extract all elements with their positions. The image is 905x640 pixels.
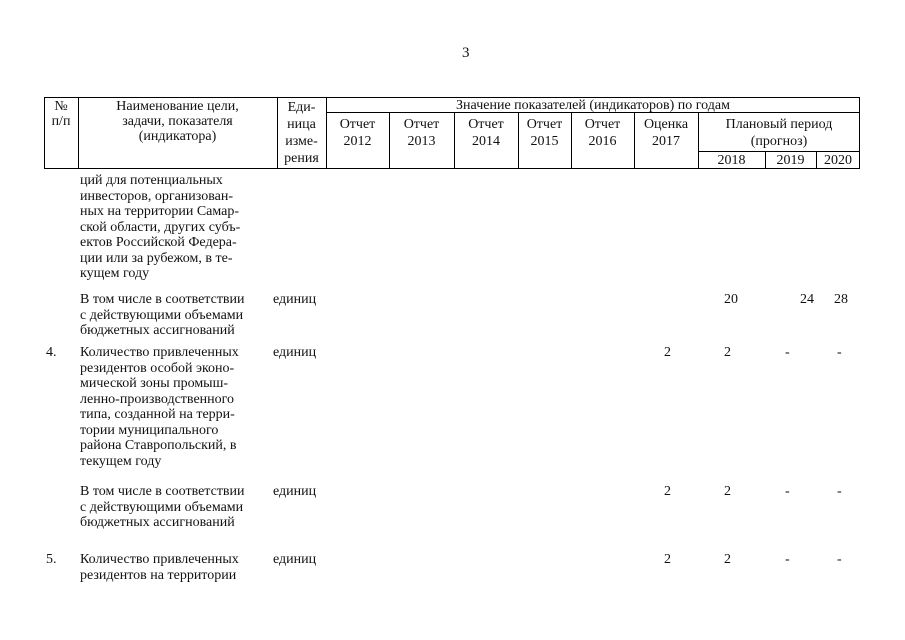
row-value-2020: - bbox=[837, 552, 842, 567]
row-value-2020: - bbox=[837, 484, 842, 499]
header-unit-line: рения bbox=[284, 151, 319, 166]
row-text-line: ской области, других субъ- bbox=[80, 219, 241, 235]
row-text-line: с действующими объемами bbox=[80, 307, 244, 323]
row-text-line: В том числе в соответствии bbox=[80, 292, 245, 307]
header-plan-line: (прогноз) bbox=[750, 134, 808, 149]
table-row bbox=[80, 173, 270, 282]
row-text-line: ных на территории Самар- bbox=[80, 204, 240, 219]
row-value-2020: 28 bbox=[834, 292, 848, 307]
row-text-line: Количество привлеченных bbox=[80, 345, 239, 360]
row-text-line: текущем году bbox=[80, 453, 162, 469]
header-col-label: Отчет bbox=[468, 117, 504, 132]
header-name-line: (индикатора) bbox=[138, 129, 217, 144]
row-text-line: ектов Российской Федера- bbox=[80, 235, 237, 250]
row-text-line: резидентов на территории bbox=[80, 567, 237, 583]
header-plan-line: Плановый период bbox=[725, 117, 833, 132]
row-text-line: ции или за рубежом, в те- bbox=[80, 250, 233, 266]
header-num2: п/п bbox=[51, 114, 71, 129]
header-col-label: Оценка bbox=[643, 117, 689, 132]
row-value-2019: - bbox=[785, 345, 790, 360]
header-col-label: Отчет bbox=[403, 117, 440, 132]
row-value-2020: - bbox=[837, 345, 842, 360]
row-text-line: В том числе в соответствии bbox=[80, 484, 245, 499]
row-unit: единиц bbox=[273, 345, 317, 360]
row-text-line: Количество привлеченных bbox=[80, 552, 239, 567]
header-unit-line: изме- bbox=[285, 134, 318, 149]
header-unit-line: ница bbox=[287, 117, 316, 132]
row-text-line: тории муниципального bbox=[80, 422, 219, 438]
row-text-line: типа, созданной на терри- bbox=[80, 407, 235, 422]
row-value-2017: 2 bbox=[664, 484, 671, 499]
row-number: 4. bbox=[46, 345, 57, 360]
header-unit-line: Еди- bbox=[287, 100, 316, 115]
row-value-2017: 2 bbox=[664, 345, 671, 360]
header-col-year: 2015 bbox=[530, 134, 559, 149]
row-unit: единиц bbox=[273, 292, 317, 307]
header-values-title: Значение показателей (индикаторов) по годам bbox=[456, 98, 730, 113]
row-value-2018: 2 bbox=[724, 484, 731, 499]
row-value-2017: 2 bbox=[664, 552, 671, 567]
header-col-year: 2017 bbox=[652, 134, 680, 149]
header-name-line: Наименование цели, bbox=[116, 99, 239, 114]
row-text-line: бюджетных ассигнований bbox=[80, 515, 235, 530]
header-num: № bbox=[54, 99, 68, 114]
row-text-line: ций для потенциальных bbox=[80, 173, 223, 188]
row-value-2019: 24 bbox=[800, 292, 814, 307]
header-col-year: 2014 bbox=[472, 134, 500, 149]
row-text-line: с действующими объемами bbox=[80, 499, 244, 515]
row-unit: единиц bbox=[273, 484, 317, 499]
row-unit: единиц bbox=[273, 552, 317, 567]
row-value-2018: 2 bbox=[724, 345, 731, 360]
header-col-year: 2012 bbox=[343, 134, 372, 149]
table-header bbox=[44, 97, 860, 169]
row-text-line: кущем году bbox=[80, 266, 150, 281]
header-col-label: Отчет bbox=[584, 117, 621, 132]
header-col-year: 2013 bbox=[407, 134, 436, 149]
row-value-2019: - bbox=[785, 552, 790, 567]
header-plan-year: 2019 bbox=[776, 153, 805, 168]
header-col-year: 2016 bbox=[588, 134, 617, 149]
header-plan-year: 2018 bbox=[717, 153, 746, 168]
row-value-2018: 20 bbox=[724, 292, 738, 307]
row-value-2019: - bbox=[785, 484, 790, 499]
table-row bbox=[80, 552, 270, 583]
row-text-line: резидентов особой эконо- bbox=[80, 360, 235, 376]
row-text-line: мической зоны промыш- bbox=[80, 376, 229, 391]
header-col-label: Отчет bbox=[526, 117, 563, 132]
table-row bbox=[80, 484, 270, 531]
row-text-line: района Ставропольский, в bbox=[80, 438, 237, 453]
row-text-line: ленно-производственного bbox=[80, 391, 235, 407]
row-text-line: инвесторов, организован- bbox=[80, 188, 234, 204]
row-number: 5. bbox=[46, 552, 57, 567]
row-value-2018: 2 bbox=[724, 552, 731, 567]
table-row bbox=[80, 292, 270, 339]
row-text-line: бюджетных ассигнований bbox=[80, 323, 235, 338]
page-number: 3 bbox=[462, 45, 470, 61]
header-plan-year: 2020 bbox=[824, 153, 852, 168]
table-row bbox=[80, 345, 270, 469]
header-col-label: Отчет bbox=[339, 117, 376, 132]
header-name-line: задачи, показателя bbox=[122, 114, 233, 129]
